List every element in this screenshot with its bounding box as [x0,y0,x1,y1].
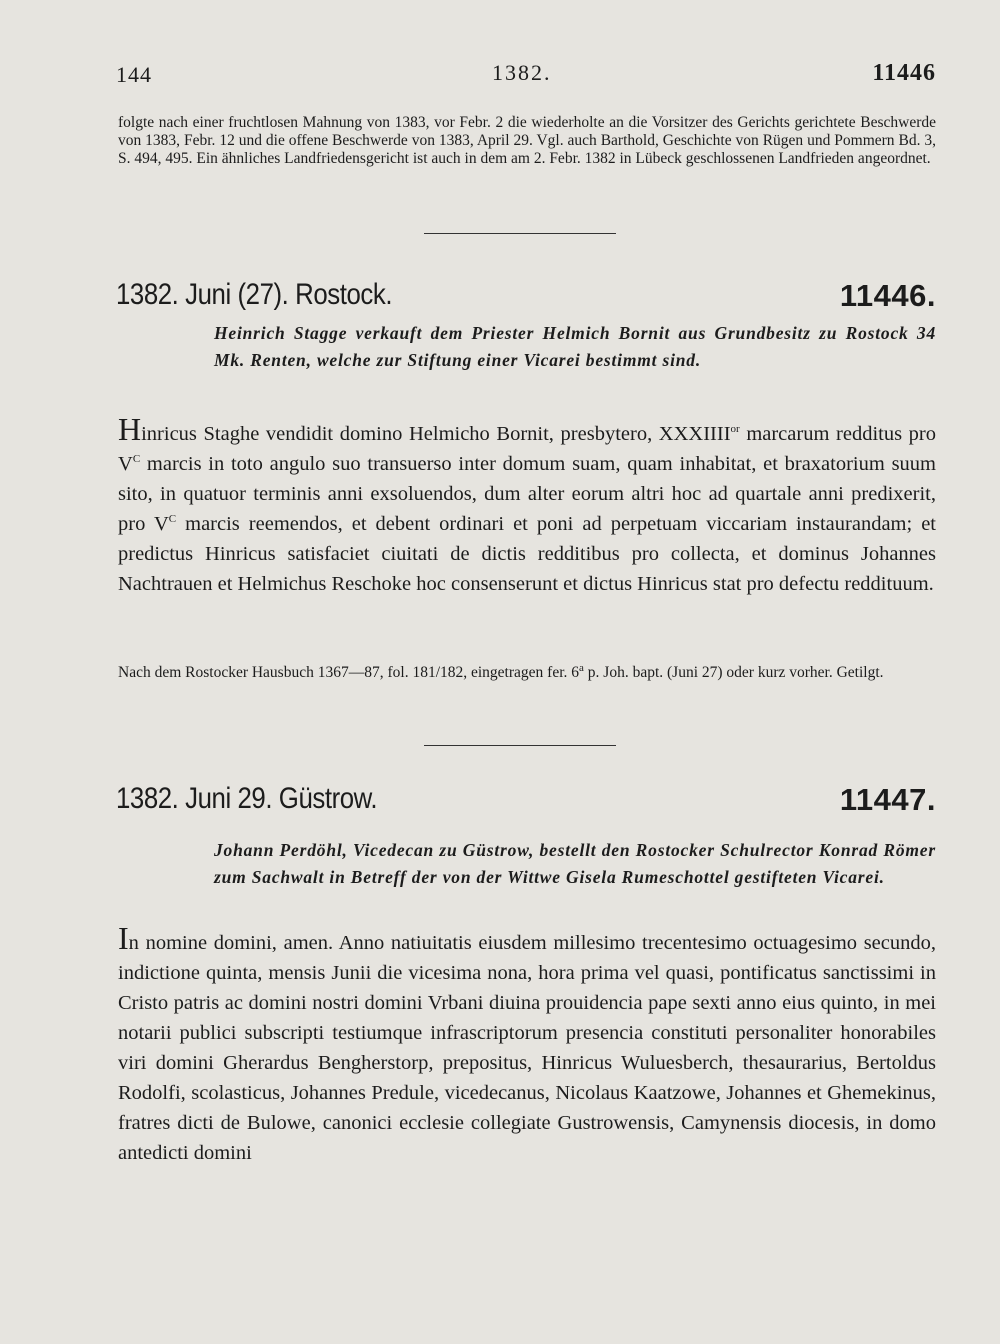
entry-date-place: 1382. Juni 29. Güstrow. [116,782,378,815]
superscript: or [730,423,740,436]
section-divider [424,233,616,234]
superscript: a [579,661,584,674]
superscript: C [168,513,177,526]
drop-cap: H [118,411,142,447]
body-text-segment: marcis reemendos, et debent ordinari et poni ad perpetuam viccariam instaurandam; et predictus Hinricus satisfaciet ciuitati de dictis redditibus pro collecta, et dominus Johannes Nachtrauen et Helmichus Reschoke hoc consenserunt et dictus Hinricus stat pro defectu reddituum. [118,513,936,595]
running-head-year: 1382. [492,60,552,85]
entry-regest: Heinrich Stagge verkauft dem Priester Helmich Bornit aus Grundbesitz zu Rostock 34 Mk. Renten, welche zur Stiftung einer Vicarei bestimmt sind. [214,323,936,370]
source-note-text: p. Joh. bapt. (Juni 27) oder kurz vorher. Getilgt. [583,664,884,681]
running-head [116,60,936,94]
body-text-segment: inricus Staghe vendidit domino Helmicho Bornit, presbytero, XXXIIII [141,423,731,445]
body-text-segment: marcarum redditus pro V [118,423,936,475]
source-note-text: Nach dem Rostocker Hausbuch 1367—87, fol. 181/182, eingetragen fer. 6 [118,664,580,681]
drop-cap: I [118,920,129,956]
running-head-entry-number: 11446 [872,60,936,86]
source-note [118,661,936,682]
entry-heading [116,782,936,822]
top-footnote: folgte nach einer fruchtlosen Mahnung von 1383, vor Febr. 2 die wiederholte an die Vorsitzer des Gerichts gerichtete Beschwerde von 1383, Febr. 12 und die offene Beschwerde von 1383, April 29. Vgl. auch Barthold, Geschichte von Rügen und Pommern Bd. 3, S. 494, 495. Ein ähnliches Landfriedensgericht ist auch in dem am 2. Febr. 1382 in Lübeck geschlossenen Landfrieden angeordnet. [118,114,936,167]
entry-body-text [118,411,936,599]
section-divider [424,745,616,746]
entry-number: 11446. [839,278,936,313]
superscript: C [132,453,141,466]
body-text-segment: marcis in toto angulo suo transuerso inter domum suam, quam inhabitat, et braxatorium suum sito, in quatuor terminis anni exsoluendos, dum alter eorum altri hoc ad quartale anni predixerit, pro V [118,453,936,535]
entry-date-place: 1382. Juni (27). Rostock. [116,278,393,311]
body-text-segment: n nomine domini, amen. Anno natiuitatis eiusdem millesimo trecentesimo octuagesimo secundo, indictione quinta, mensis Junii die vicesima nona, hora prima vel quasi, pontificatus sanctissimi in Cristo patris ac domini nostri domini Vrbani diuina prouidencia pape sexti anno eius quinto, in mei notarii publici subscripti testiumque infrascriptorum presencia constituti personaliter honorabiles viri domini Gherardus Bengherstorp, prepositus, Hinricus Wuluesberch, thesaurarius, Bertoldus Rodolfi, scolasticus, Johannes Predule, vicedecanus, Nicolaus Kaatzowe, Johannes et Ghemekinus, fratres dicti de Bulowe, canonici ecclesie collegiate Gustrowensis, Camynensis diocesis, in domo antedicti domini [118,932,936,1164]
entry-body-text [118,920,936,1168]
page-number: 144 [116,62,152,87]
entry-heading [116,278,936,318]
entry-regest: Johann Perdöhl, Vicedecan zu Güstrow, bestellt den Rostocker Schulrector Konrad Römer zum Sachwalt in Betreff der von der Wittwe Gisela Rumeschottel gestifteten Vicarei. [214,840,936,887]
entry-number: 11447. [839,782,936,817]
